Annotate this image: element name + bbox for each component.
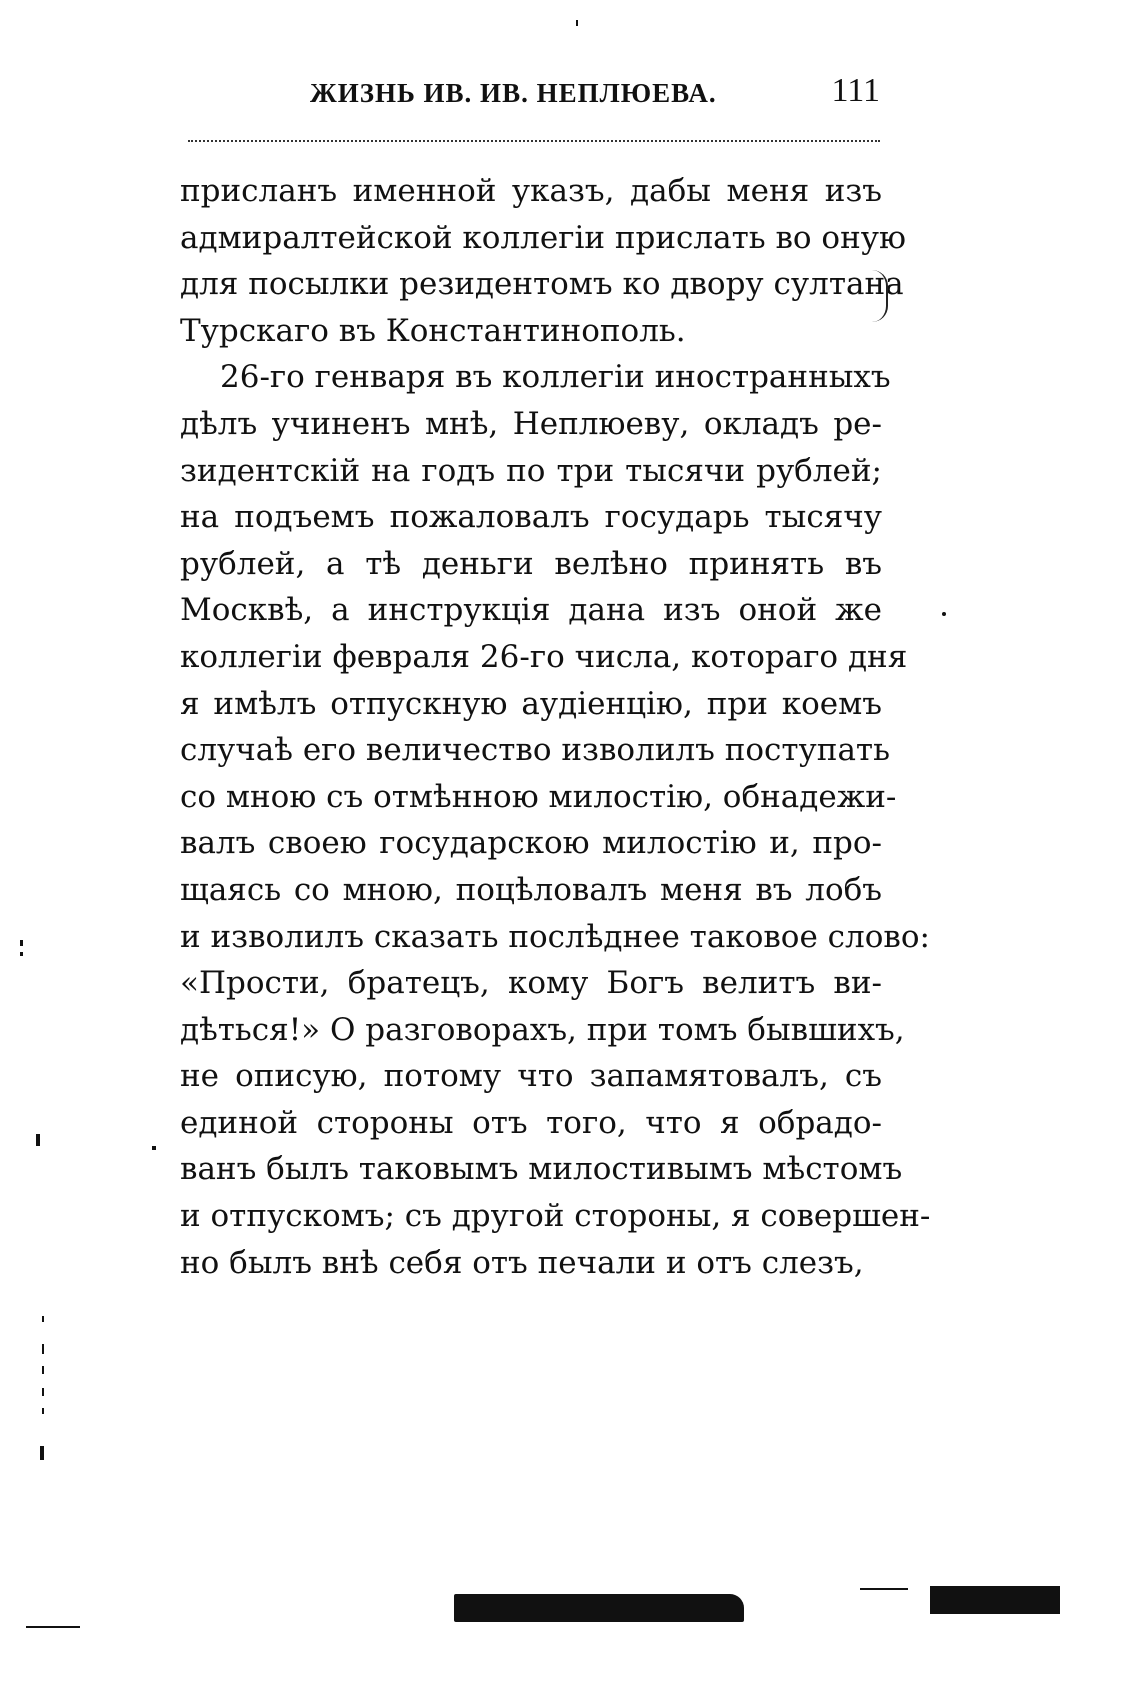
- body-text: [180, 168, 931, 1286]
- scan-speck: [152, 1146, 156, 1150]
- page-header: [180, 72, 880, 118]
- text-line: ванъ былъ таковымъ милостивымъ мѣстомъ: [180, 1151, 903, 1188]
- margin-bracket-mark: [868, 270, 888, 322]
- text-line: адмиралтейской коллегіи прислать во оную: [180, 219, 906, 256]
- scan-edge-line: [26, 1626, 80, 1628]
- scan-smudge: [930, 1586, 1060, 1614]
- text-line: на подъемъ пожаловалъ государь тысячу: [180, 499, 882, 536]
- scan-speck: [942, 612, 946, 616]
- scan-speck: [20, 952, 23, 956]
- text-line: дѣться!» О разговорахъ, при томъ бывшихъ,: [180, 1011, 905, 1048]
- text-line: я имѣлъ отпускную аудіенцію, при коемъ: [180, 685, 882, 722]
- scan-smudge: [860, 1588, 908, 1590]
- text-line: зидентскій на годъ по три тысячи рублей;: [180, 452, 882, 489]
- scan-speck: [42, 1408, 44, 1414]
- scan-speck: [42, 1388, 44, 1396]
- text-line: 26-го генваря въ коллегіи иностранныхъ: [220, 359, 891, 396]
- scan-speck: [42, 1366, 44, 1374]
- scan-speck: [42, 1344, 44, 1354]
- text-line: коллегіи февраля 26-го числа, котораго дня: [180, 638, 908, 675]
- text-line: и изволилъ сказать послѣднее таковое слово:: [180, 918, 930, 955]
- scan-speck: [20, 940, 23, 946]
- scan-speck: [36, 1134, 40, 1146]
- running-title: ЖИЗНЬ ИВ. ИВ. НЕПЛЮЕВА.: [310, 78, 717, 108]
- text-line: единой стороны отъ того, что я обрадо-: [180, 1104, 882, 1141]
- text-line: «Прости, братецъ, кому Богъ велитъ ви-: [180, 965, 882, 1002]
- text-line: Москвѣ, а инструкція дана изъ оной же: [180, 592, 882, 629]
- text-line: но былъ внѣ себя отъ печали и отъ слезъ,: [180, 1244, 864, 1281]
- text-line: и отпускомъ; съ другой стороны, я совершен-: [180, 1198, 931, 1235]
- text-line: со мною съ отмѣнною милостію, обнадежи-: [180, 778, 897, 815]
- text-line: присланъ именной указъ, дабы меня изъ: [180, 173, 882, 209]
- scan-smudge: [454, 1594, 744, 1622]
- text-line: случаѣ его величество изволилъ поступать: [180, 732, 890, 769]
- text-line: рублей, а тѣ деньги велѣно принять въ: [180, 545, 882, 582]
- text-line: Турскаго въ Константинополь.: [180, 312, 686, 349]
- text-line: щаясь со мною, поцѣловалъ меня въ лобъ: [180, 871, 882, 908]
- page-number: 111: [831, 72, 880, 109]
- text-line: валъ своею государскою милостію и, про-: [180, 825, 882, 862]
- scan-speck: [42, 1316, 44, 1322]
- text-line: не описую, потому что запамятовалъ, съ: [180, 1058, 882, 1095]
- scan-speck: [576, 20, 578, 26]
- scan-speck: [40, 1446, 44, 1460]
- header-rule: [188, 140, 880, 142]
- text-line: дѣлъ учиненъ мнѣ, Неплюеву, окладъ ре-: [180, 405, 882, 442]
- text-line: для посылки резидентомъ ко двору султана: [180, 266, 904, 303]
